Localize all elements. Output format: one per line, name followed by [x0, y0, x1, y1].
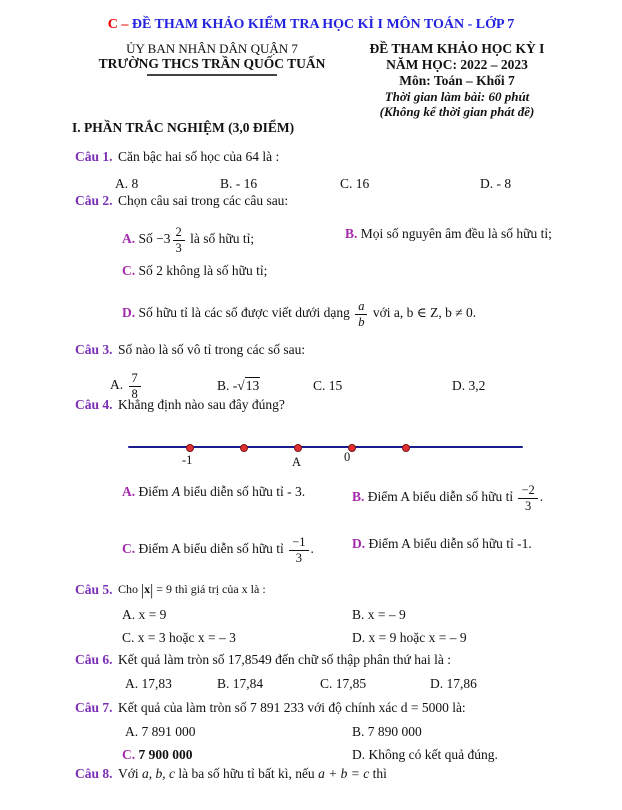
q4-option-d	[352, 536, 532, 552]
q4-option-d-letter: D.	[352, 536, 366, 551]
sqrt-radicand: 13	[245, 378, 260, 393]
q3-option-c: C. 15	[313, 378, 343, 393]
fraction-denominator: 3	[518, 498, 537, 513]
fraction	[355, 300, 367, 328]
q8-stem-pre: Với	[118, 766, 143, 781]
q7-option-c-text: 7 900 000	[135, 747, 193, 762]
question-1-stem: Căn bậc hai số học của 64 là :	[118, 149, 280, 164]
header-left-line2: TRƯỜNG THCS TRẦN QUỐC TUẤN	[98, 56, 326, 72]
fraction-denominator: 8	[129, 386, 141, 401]
q5-option-d: D. x = 9 hoặc x = – 9	[352, 630, 467, 645]
q8-stem-math2: a + b = c	[318, 766, 370, 781]
q2-option-a-whole: −3	[156, 231, 171, 247]
q2-option-a-post: là số hữu tỉ;	[186, 231, 255, 247]
section-heading: I. PHẦN TRẮC NGHIỆM (3,0 ĐIỂM)	[72, 120, 295, 135]
q2-option-a-letter: A.	[122, 231, 136, 247]
q8-stem-post: thì	[369, 766, 387, 781]
question-7-stem: Kết quả của làm tròn số 7 891 233 với độ chính xác d = 5000 là:	[118, 700, 466, 715]
header-right-line4: Thời gian làm bài: 60 phút	[384, 88, 530, 104]
fraction-numerator: 7	[131, 371, 138, 385]
number-line-label-0: 0	[344, 450, 351, 464]
q4-option-b-letter: B.	[352, 489, 365, 505]
fraction-numerator: a	[358, 299, 365, 313]
q2-option-d-pre: Số hữu tỉ là các số được viết dưới dạng	[135, 305, 354, 321]
fraction-numerator: −1	[292, 535, 306, 549]
question-8-label: Câu 8.	[75, 766, 113, 781]
q3-option-a	[110, 372, 143, 400]
fraction-numerator: −2	[521, 483, 535, 497]
number-line-point	[402, 444, 410, 452]
question-4-label: Câu 4.	[75, 397, 113, 412]
page-title	[0, 17, 622, 33]
q3-option-a-letter: A.	[110, 377, 124, 393]
q8-stem-math1: a, b, c	[142, 766, 176, 781]
header-right-line3: Môn: Toán – Khối 7	[399, 72, 515, 88]
question-6-label: Câu 6.	[75, 652, 113, 667]
q3-option-b-pre: -	[229, 378, 238, 393]
number-line-label-A: A	[292, 455, 302, 469]
header-right-line1: ĐỀ THAM KHẢO HỌC KỲ I	[369, 41, 545, 56]
q7-option-c-letter: C.	[122, 747, 136, 762]
fraction-denominator: 3	[173, 240, 185, 255]
q4-option-a-pre: Điểm	[135, 484, 172, 499]
q4-option-a	[122, 484, 305, 500]
number-line-label-minus1: -1	[182, 453, 193, 467]
fraction	[129, 372, 141, 400]
question-2-stem: Chọn câu sai trong các câu sau:	[118, 193, 289, 208]
q2-option-b-text: Mọi số nguyên âm đều là số hữu tỉ;	[357, 226, 552, 241]
abs-bar-icon: |	[141, 582, 145, 599]
q2-option-b	[345, 226, 552, 242]
question-5-stem	[118, 582, 266, 600]
question-3-stem: Số nào là số vô tỉ trong các số sau:	[118, 342, 306, 357]
number-line-point	[240, 444, 248, 452]
question-3-label: Câu 3.	[75, 342, 113, 357]
number-line	[128, 436, 523, 470]
fraction-denominator: 3	[289, 550, 308, 565]
q4-option-c-pre: Điểm A biểu diễn số hữu tỉ	[135, 541, 288, 557]
question-2-label: Câu 2.	[75, 193, 113, 208]
header-right-line5: (Không kể thời gian phát đề)	[379, 104, 535, 120]
abs-bar-icon: |	[150, 582, 154, 599]
q3-option-d: D. 3,2	[452, 378, 486, 393]
q4-option-c-letter: C.	[122, 541, 136, 557]
q4-option-b	[352, 484, 543, 512]
q2-option-c-text: Số 2 không là số hữu tỉ;	[135, 263, 268, 278]
q4-option-a-post: biểu diễn số hữu tỉ - 3.	[180, 484, 306, 499]
q4-option-d-text: Điểm A biểu diễn số hữu tỉ -1.	[365, 536, 532, 551]
q5-option-c: C. x = 3 hoặc x = – 3	[122, 630, 236, 645]
q3-option-b-letter: B.	[217, 378, 230, 393]
q2-option-d-post: với a, b ∈ Z, b ≠ 0.	[369, 305, 477, 321]
q2-option-d	[122, 300, 476, 328]
fraction	[289, 536, 308, 564]
q6-option-a: A. 17,83	[125, 676, 172, 691]
q7-option-d: D. Không có kết quả đúng.	[352, 747, 498, 762]
title-text: ĐỀ THAM KHẢO KIỂM TRA HỌC KÌ I MÔN TOÁN - LỚP 7	[131, 17, 515, 32]
q4-option-c	[122, 536, 314, 564]
q5-stem-post: = 9 thì giá trị của x là :	[153, 582, 266, 596]
header-left-line1: ỦY BAN NHÂN DÂN QUẬN 7	[126, 41, 298, 56]
q8-stem-mid: là ba số hữu tỉ bất kì, nếu	[175, 766, 319, 781]
question-4-stem: Khẳng định nào sau đây đúng?	[118, 397, 285, 412]
q4-option-c-post: .	[310, 541, 314, 557]
q4-option-b-pre: Điểm A biểu diễn số hữu tỉ	[364, 489, 517, 505]
header-left	[62, 41, 362, 76]
question-5-label: Câu 5.	[75, 582, 113, 597]
question-6-stem: Kết quả làm tròn số 17,8549 đến chữ số thập phân thứ hai là :	[118, 652, 451, 667]
q5-stem-pre: Cho	[118, 582, 142, 596]
q7-option-a: A. 7 891 000	[125, 724, 196, 739]
title-prefix: C –	[107, 17, 132, 32]
q4-option-a-math: A	[171, 484, 181, 499]
q2-option-b-letter: B.	[345, 226, 358, 241]
q7-option-c	[122, 747, 193, 763]
number-line-point-A	[294, 444, 302, 452]
q2-option-c-letter: C.	[122, 263, 136, 278]
question-8-stem	[118, 766, 387, 782]
fraction	[173, 226, 185, 254]
q1-option-b: B. - 16	[220, 176, 258, 191]
q7-option-b: B. 7 890 000	[352, 724, 422, 739]
q5-option-b: B. x = – 9	[352, 607, 406, 622]
fraction-denominator: b	[355, 314, 367, 329]
header-right	[332, 41, 582, 119]
question-1-label: Câu 1.	[75, 149, 113, 164]
fraction	[518, 484, 537, 512]
q2-option-c	[122, 263, 267, 279]
header-underline	[147, 74, 277, 76]
q6-option-c: C. 17,85	[320, 676, 367, 691]
q1-option-a: A. 8	[115, 176, 139, 191]
q3-option-b	[217, 378, 260, 394]
q5-stem-var: x	[144, 582, 151, 596]
sqrt-icon: √	[237, 378, 245, 393]
q1-option-d: D. - 8	[480, 176, 512, 191]
q6-option-b: B. 17,84	[217, 676, 264, 691]
q2-option-a-pre: Số	[135, 231, 157, 247]
q2-option-d-letter: D.	[122, 305, 136, 321]
header-right-line2: NĂM HỌC: 2022 – 2023	[386, 56, 528, 72]
q4-option-b-post: .	[539, 489, 544, 505]
number-line-point	[186, 444, 194, 452]
q6-option-d: D. 17,86	[430, 676, 477, 691]
q5-option-a: A. x = 9	[122, 607, 167, 622]
q2-option-a	[122, 226, 254, 254]
question-7-label: Câu 7.	[75, 700, 113, 715]
q4-option-a-letter: A.	[122, 484, 136, 499]
q1-option-c: C. 16	[340, 176, 370, 191]
fraction-numerator: 2	[175, 225, 182, 239]
